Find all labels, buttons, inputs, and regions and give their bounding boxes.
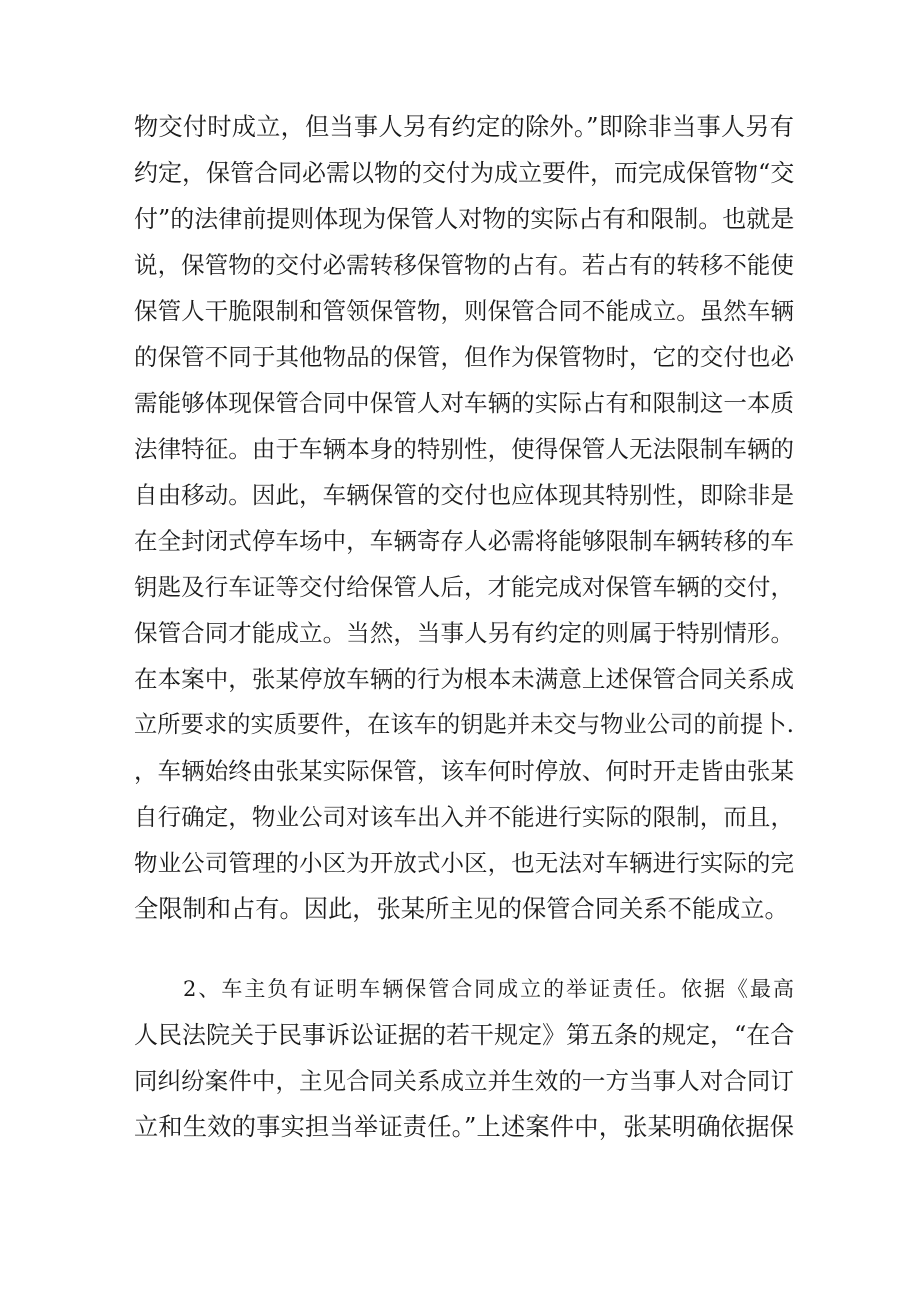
text-line: 2、车主负有证明车辆保管合同成立的举证责任。依据《最高 <box>183 977 794 1001</box>
paragraph-2 <box>134 966 794 1150</box>
text-line: 在全封闭式停车场中，车辆寄存人必需将能够限制车辆转移的车 <box>134 527 794 555</box>
text-line: 付”的法律前提则体现为保管人对物的实际占有和限制。也就是 <box>134 205 795 233</box>
text-line: 自行确定，物业公司对该车出入并不能进行实际的限制，而且， <box>134 803 794 831</box>
text-line: 自由移动。因此，车辆保管的交付也应体现其特别性，即除非是 <box>134 481 794 509</box>
text-line: 的保管不同于其他物品的保管，但作为保管物时，它的交付也必 <box>134 343 794 371</box>
text-line: 法律特征。由于车辆本身的特别性，使得保管人无法限制车辆的 <box>134 435 794 463</box>
text-line: 说，保管物的交付必需转移保管物的占有。若占有的转移不能使 <box>134 251 794 279</box>
text-line: 在本案中，张某停放车辆的行为根本未满意上述保管合同关系成 <box>134 665 794 693</box>
text-line: 保管人干脆限制和管领保管物，则保管合同不能成立。虽然车辆 <box>134 297 794 325</box>
text-line: 全限制和占有。因此，张某所主见的保管合同关系不能成立。 <box>134 894 789 923</box>
text-line: 物业公司管理的小区为开放式小区，也无法对车辆进行实际的完 <box>134 849 794 877</box>
paragraph-1 <box>134 104 794 932</box>
text-line: 同纠纷案件中，主见合同关系成立并生效的一方当事人对合同订 <box>134 1067 794 1095</box>
text-line: 人民法院关于民事诉讼证据的若干规定》第五条的规定，“在合 <box>134 1021 795 1049</box>
text-line: 物交付时成立，但当事人另有约定的除外。”即除非当事人另有 <box>134 112 794 141</box>
text-line: 钥匙及行车证等交付给保管人后，才能完成对保管车辆的交付， <box>134 573 794 601</box>
text-line: 约定，保管合同必需以物的交付为成立要件，而完成保管物“交 <box>134 159 795 187</box>
text-line: 立和生效的事实担当举证责任。”上述案件中，张某明确依据保 <box>134 1112 794 1141</box>
text-line: 立所要求的实质要件，在该车的钥匙并未交与物业公司的前提卜. <box>134 711 794 738</box>
text-line: 需能够体现保管合同中保管人对车辆的实际占有和限制这一本质 <box>134 389 794 417</box>
text-line: ，车辆始终由张某实际保管，该车何时停放、何时开走皆由张某 <box>134 757 794 785</box>
text-line: 保管合同才能成立。当然，当事人另有约定的则属于特别情形。 <box>134 619 794 647</box>
